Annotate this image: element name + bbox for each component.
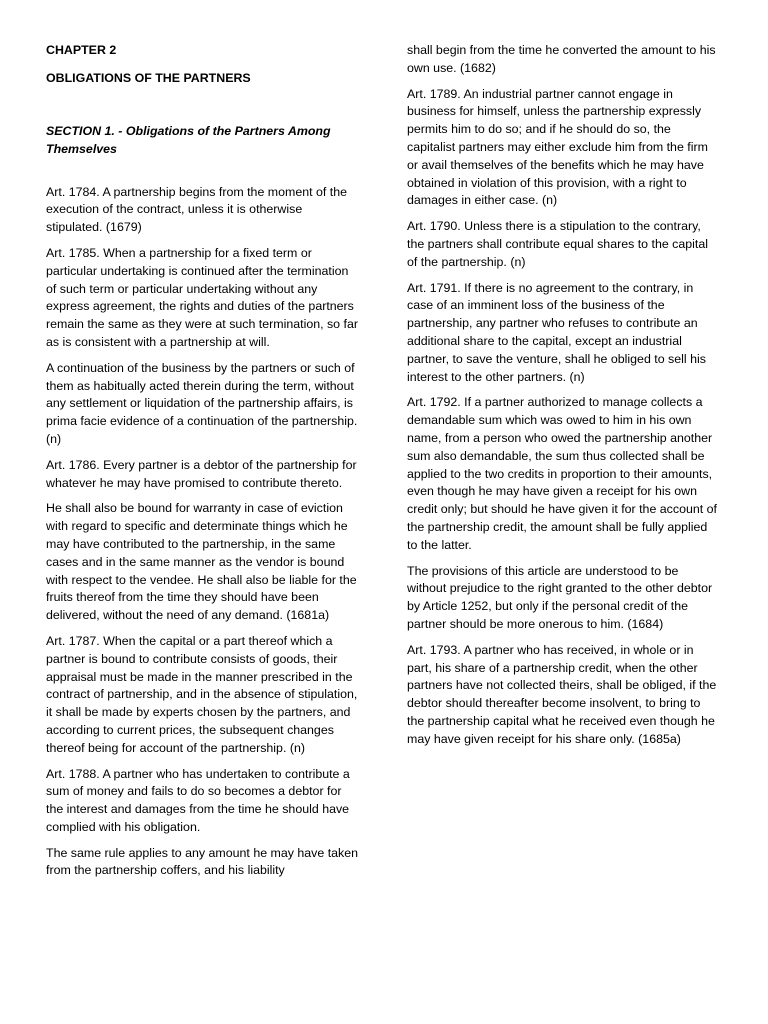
article-paragraph: The same rule applies to any amount he may have taken from the partnership coffers, and his liability xyxy=(46,845,359,878)
right-column xyxy=(407,42,720,756)
article-paragraph: Art. 1789. An industrial partner cannot engage in business for himself, unless the partnership expressly permits him to do so; and if he should do so, the capitalist partners may either exclude him from the firm or avail themselves of the benefits which he may have obtained in violation of this provision, with a right to damages in either case. (n) xyxy=(407,86,708,208)
chapter-title: CHAPTER 2 xyxy=(46,43,117,57)
article-paragraph: Art. 1790. Unless there is a stipulation to the contrary, the partners shall contribute equal shares to the capital of the partnership. (n) xyxy=(407,219,708,269)
article-paragraph: Art. 1787. When the capital or a part thereof which a partner is bound to contribute consists of goods, their appraisal must be made in the manner prescribed in the contract of partnership, and in the absence of stipulation, it shall be made by experts chosen by the partners, and according to current prices, the subsequent changes thereof being for account of the partnership. (n) xyxy=(46,633,358,755)
article-paragraph: Art. 1792. If a partner authorized to manage collects a demandable sum which was owed to him in his own name, from a person who owed the partnership another sum also demandable, the sum thus collected shall be applied to the two credits in proportion to their amounts, even though he may have given a receipt for his own credit only; but should he have given it for the account of the partnership credit, the amount shall be fully applied to the latter. xyxy=(407,395,717,552)
chapter-subtitle: OBLIGATIONS OF THE PARTNERS xyxy=(46,70,251,85)
article-paragraph: A continuation of the business by the partners or such of them as habitually acted therein during the term, without any settlement or liquidation of the partnership affairs, is prima facie evidence of a continuation of the partnership. (n) xyxy=(46,360,358,446)
article-paragraph: Art. 1786. Every partner is a debtor of the partnership for whatever he may have promised to contribute thereto. xyxy=(46,457,357,490)
article-paragraph: Art. 1784. A partnership begins from the moment of the execution of the contract, unless it is otherwise stipulated. (1679) xyxy=(46,184,347,235)
left-column xyxy=(46,42,359,888)
article-paragraph: Art. 1791. If there is no agreement to the contrary, in case of an imminent loss of the business of the partnership, any partner who refuses to contribute an additional share to the capital, except an industrial partner, to save the venture, shall he obliged to sell his interest to the other partners. (n) xyxy=(407,280,706,384)
article-paragraph: Art. 1793. A partner who has received, in whole or in part, his share of a partnership credit, when the other partners have not collected theirs, shall be obliged, if the debtor should thereafter become insolvent, to bring to the partnership capital what he received even though he may have given receipt for his share only. (1685a) xyxy=(407,642,717,746)
article-paragraph: shall begin from the time he converted the amount to his own use. (1682) xyxy=(407,43,716,75)
article-paragraph: Art. 1785. When a partnership for a fixed term or particular undertaking is continued after the termination of such term or particular undertaking without any express agreement, the rights and duties of the partners remain the same as they were at such termination, so far as is consistent with a partnership at will. xyxy=(46,245,358,349)
article-paragraph: The provisions of this article are understood to be without prejudice to the right granted to the other debtor by Article 1252, but only if the personal credit of the partner should be more onerous to him. (1684) xyxy=(407,563,713,631)
article-paragraph: He shall also be bound for warranty in case of eviction with regard to specific and determinate things which he may have contributed to the partnership, in the same cases and in the same manner as the vendor is bound with respect to the vendee. He shall also be liable for the fruits thereof from the time they should have been delivered, without the need of any demand. (1681a) xyxy=(46,501,357,623)
article-paragraph: Art. 1788. A partner who has undertaken to contribute a sum of money and fails to do so becomes a debtor for the interest and damages from the time he should have complied with his obligation. xyxy=(46,766,350,834)
section-title: SECTION 1. - Obligations of the Partners Among Themselves xyxy=(46,123,331,156)
